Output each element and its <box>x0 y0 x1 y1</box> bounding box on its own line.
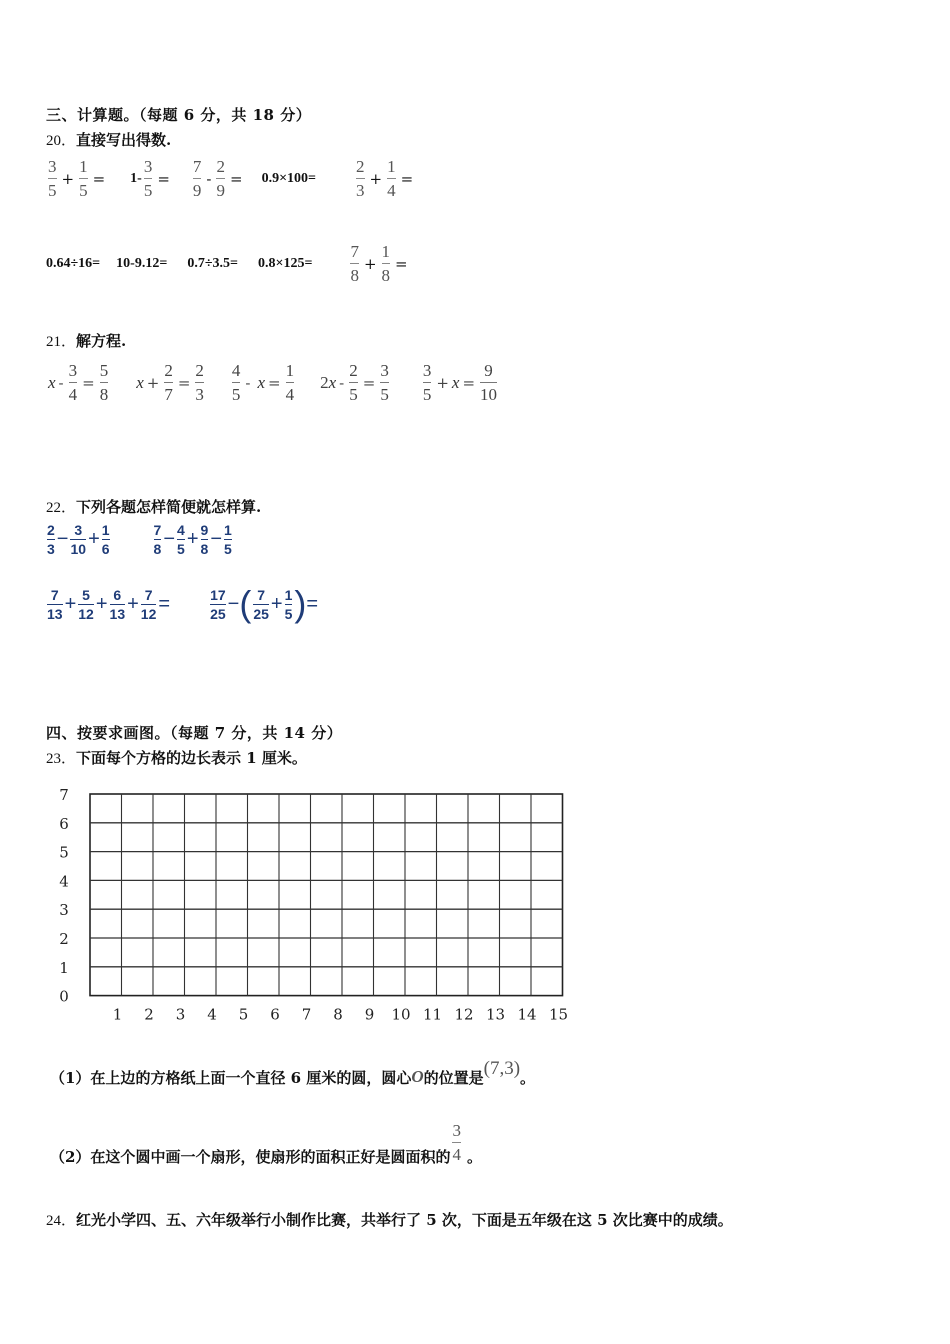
fraction: $\frac{3}{4}$ <box>68 361 78 404</box>
operator: − <box>227 592 240 615</box>
x-axis-label: 7 <box>301 1005 312 1024</box>
operator: - <box>245 373 251 392</box>
fraction: $\frac{3}{4}$ <box>452 1121 461 1164</box>
grid-frame <box>90 794 563 996</box>
coefficient: 2 <box>320 372 329 392</box>
right-parenthesis: ) <box>294 583 307 624</box>
x-axis-label: 10 <box>391 1005 411 1024</box>
q22-row-1 <box>45 523 234 556</box>
y-axis-label: 2 <box>59 930 69 948</box>
fraction: $\frac{3}{5}$ <box>143 157 153 200</box>
fraction: $\frac{7}{13}$ <box>47 586 63 622</box>
x-axis-label: 11 <box>422 1005 443 1024</box>
equals: = <box>462 373 476 392</box>
operator: + <box>270 592 283 615</box>
x-axis-label: 8 <box>333 1005 343 1024</box>
x-axis-label: 4 <box>207 1005 217 1024</box>
fraction: $\frac{1}{4}$ <box>285 361 295 404</box>
q22-row-2 <box>45 583 319 624</box>
sub-question-end: 。 <box>520 1068 536 1087</box>
fraction: $\frac{17}{25}$ <box>210 586 226 622</box>
question-20-title <box>46 129 171 150</box>
fraction: $\frac{7}{8}$ <box>153 522 162 557</box>
q20-row-1 <box>46 158 416 199</box>
equals: = <box>157 169 170 188</box>
equals: = <box>362 373 376 392</box>
square-grid <box>50 780 580 1030</box>
fraction: $\frac{2}{9}$ <box>216 157 225 200</box>
x-axis-label: 9 <box>364 1005 375 1024</box>
grid-figure <box>50 780 580 1034</box>
y-axis-label: 1 <box>59 958 69 977</box>
question-text: 下列各题怎样简便就怎样算. <box>76 498 262 516</box>
operator: − <box>163 528 176 550</box>
q23-sub-2 <box>50 1121 482 1166</box>
expression: 0.8×125= <box>257 255 313 271</box>
q21-equations <box>48 362 499 403</box>
fraction: $\frac{1}{5}$ <box>79 157 88 200</box>
equals: = <box>82 373 95 392</box>
variable: x <box>136 372 144 392</box>
operator: − <box>56 528 69 550</box>
question-21-title <box>46 330 126 351</box>
y-axis-label: 6 <box>59 814 69 833</box>
operator: + <box>127 592 139 615</box>
equals: = <box>306 592 319 615</box>
fraction: $\frac{3}{5}$ <box>48 157 57 200</box>
y-axis-label: 3 <box>59 901 69 920</box>
question-number: 22． <box>46 500 77 516</box>
expression: 10-9.12= <box>116 255 168 271</box>
fraction: $\frac{2}{3}$ <box>195 361 204 404</box>
y-axis-label: 0 <box>59 987 69 1006</box>
equals: = <box>395 254 408 273</box>
y-axis-label: 5 <box>59 843 69 862</box>
variable: x <box>328 372 337 392</box>
x-axis-label: 1 <box>112 1005 123 1024</box>
section-3-title: 三、计算题。（每题 6 分，共 18 分） <box>46 106 312 124</box>
x-axis-label: 12 <box>454 1005 474 1024</box>
question-number: 21． <box>46 334 77 350</box>
expression: 0.7÷3.5= <box>187 255 238 271</box>
question-text: 直接写出得数. <box>76 131 172 149</box>
variable: x <box>257 372 266 392</box>
fraction: $\frac{4}{5}$ <box>177 522 185 557</box>
sub-question-text-2: 的位置是 <box>423 1068 484 1087</box>
operator: + <box>369 169 383 188</box>
operator: - <box>339 373 345 392</box>
expression: 0.64÷16= <box>46 255 101 271</box>
expression-prefix: 1- <box>130 170 142 186</box>
fraction: $\frac{3}{5}$ <box>380 361 389 404</box>
fraction: $\frac{4}{5}$ <box>231 361 241 404</box>
question-text: 下面每个方格的边长表示 1 厘米。 <box>76 749 307 767</box>
sub-question-text: （2）在这个圆中画一个扇形，使扇形的面积正好是圆面积的 <box>50 1148 451 1166</box>
fraction: $\frac{1}{4}$ <box>387 157 396 200</box>
fraction: $\frac{2}{7}$ <box>164 361 173 404</box>
x-axis-label: 5 <box>238 1005 249 1024</box>
x-axis-label: 2 <box>144 1005 154 1024</box>
equals: = <box>400 169 414 188</box>
x-axis-label: 13 <box>485 1005 506 1024</box>
section-4-title: 四、按要求画图。（每题 7 分，共 14 分） <box>46 724 343 742</box>
question-text: 红光小学四、五、六年级举行小制作比赛，共举行了 5 次，下面是五年级在这 5 次比赛中的成绩。 <box>76 1211 733 1229</box>
operator: + <box>186 528 199 550</box>
fraction: $\frac{3}{10}$ <box>70 522 87 557</box>
fraction: $\frac{7}{25}$ <box>253 586 269 622</box>
x-axis-label: 14 <box>517 1005 537 1024</box>
equals: = <box>177 373 191 392</box>
fraction: $\frac{2}{3}$ <box>47 522 55 557</box>
fraction: $\frac{7}{12}$ <box>140 586 157 622</box>
fraction: $\frac{1}{6}$ <box>101 522 110 557</box>
coordinate: (7,3) <box>483 1058 521 1079</box>
operator: + <box>146 373 160 392</box>
x-axis-label: 15 <box>548 1005 569 1024</box>
equals: = <box>268 373 281 392</box>
fraction: $\frac{1}{5}$ <box>224 522 232 557</box>
operator: + <box>436 373 449 392</box>
question-number: 24． <box>46 1213 77 1229</box>
question-number: 23． <box>46 751 77 767</box>
equals: = <box>158 592 171 615</box>
question-number: 20． <box>46 133 77 149</box>
fraction: $\frac{5}{8}$ <box>99 361 109 404</box>
x-axis-label: 6 <box>270 1005 280 1024</box>
fraction: $\frac{7}{9}$ <box>192 157 202 200</box>
expression: 0.9×100= <box>261 170 317 186</box>
fraction: $\frac{9}{10}$ <box>480 361 498 404</box>
operator: + <box>95 592 108 615</box>
equals: = <box>92 169 106 188</box>
fraction: $\frac{1}{8}$ <box>381 242 391 285</box>
fraction: $\frac{2}{5}$ <box>349 361 358 404</box>
circle-center-label: O <box>411 1067 424 1086</box>
sub-question-text: （1）在上边的方格纸上面一个直径 6 厘米的圆，圆心 <box>50 1068 412 1087</box>
left-parenthesis: ( <box>239 583 252 624</box>
operator: + <box>363 254 377 273</box>
operator: + <box>88 528 100 550</box>
operator: - <box>58 373 64 392</box>
q20-row-2 <box>46 243 411 284</box>
operator: + <box>64 592 77 615</box>
fraction: $\frac{1}{5}$ <box>284 586 293 622</box>
x-axis-label: 3 <box>175 1005 186 1024</box>
fraction: $\frac{7}{8}$ <box>350 242 359 285</box>
variable: x <box>451 372 460 392</box>
fraction: $\frac{5}{12}$ <box>78 586 94 622</box>
y-axis-label: 7 <box>59 786 69 804</box>
operator: - <box>206 169 212 188</box>
operator: + <box>61 169 75 188</box>
variable: x <box>48 372 56 392</box>
question-24-title <box>46 1209 733 1230</box>
fraction: $\frac{2}{3}$ <box>356 157 365 200</box>
q23-sub-1 <box>50 1058 536 1088</box>
operator: − <box>210 528 222 550</box>
question-text: 解方程. <box>76 332 127 350</box>
fraction: $\frac{3}{5}$ <box>422 361 432 404</box>
y-axis-label: 4 <box>59 872 69 891</box>
equals: = <box>229 169 243 188</box>
fraction: $\frac{6}{13}$ <box>109 586 126 622</box>
question-22-title <box>46 496 261 517</box>
question-23-title <box>46 747 307 768</box>
fraction: $\frac{9}{8}$ <box>200 522 209 557</box>
sub-question-end: 。 <box>466 1148 482 1166</box>
